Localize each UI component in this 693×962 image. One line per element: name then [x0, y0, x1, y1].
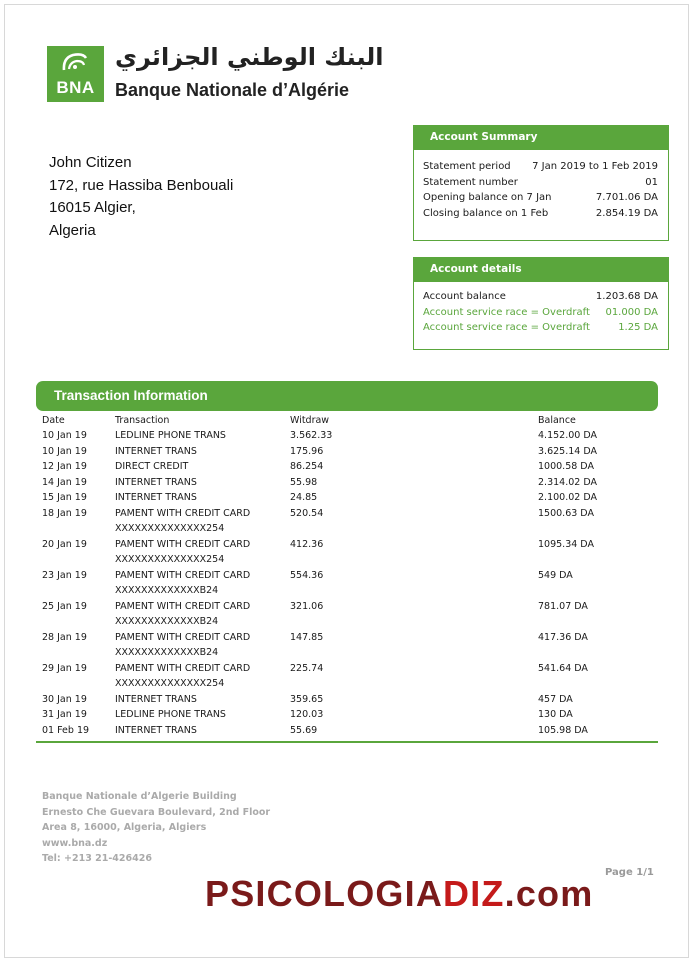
summary-value: 01 — [645, 176, 658, 188]
col-withdraw-header: Witdraw — [290, 415, 330, 426]
transaction-date: 12 Jan 19 — [42, 461, 87, 472]
details-value: 01.000 DA — [605, 306, 658, 318]
transaction-withdraw: 225.74 — [290, 662, 324, 674]
bank-footer — [42, 789, 270, 867]
transaction-desc — [115, 692, 290, 708]
summary-row — [414, 159, 668, 175]
account-summary-box — [413, 125, 669, 241]
transaction-desc — [115, 490, 290, 506]
transaction-balance: 541.64 DA — [538, 662, 588, 674]
transaction-balance: 130 DA — [538, 709, 573, 720]
footer-line: Area 8, 16000, Algeria, Algiers — [42, 822, 207, 833]
transaction-balance: 549 DA — [538, 569, 573, 581]
transaction-row — [42, 459, 658, 475]
details-row — [414, 305, 668, 321]
transaction-date: 15 Jan 19 — [42, 492, 87, 503]
transaction-desc — [115, 428, 290, 444]
transaction-date: 28 Jan 19 — [42, 631, 87, 643]
transaction-desc — [115, 475, 290, 491]
transaction-withdraw: 24.85 — [290, 492, 318, 503]
transaction-date: 29 Jan 19 — [42, 662, 87, 674]
transaction-desc — [115, 537, 290, 568]
bank-name-french: Banque Nationale d’Algérie — [115, 80, 350, 100]
transaction-balance: 781.07 DA — [538, 600, 588, 612]
transaction-card-number: XXXXXXXXXXXXXB24 — [115, 647, 219, 658]
transaction-desc-line: DIRECT CREDIT — [115, 461, 189, 472]
transaction-desc-line: PAMENT WITH CREDIT CARD — [115, 600, 251, 612]
account-summary-title: Account Summary — [413, 125, 669, 150]
transaction-withdraw: 321.06 — [290, 600, 324, 612]
summary-row — [414, 206, 668, 222]
transaction-desc-line: INTERNET TRANS — [115, 693, 197, 705]
watermark-part: PSICOLOGIA — [205, 873, 444, 914]
col-date-header: Date — [42, 415, 65, 426]
footer-phone: Tel: +213 21-426426 — [42, 853, 152, 864]
transaction-desc — [115, 707, 290, 723]
transaction-row — [42, 661, 658, 692]
transaction-desc-line: PAMENT WITH CREDIT CARD — [115, 569, 251, 581]
transaction-row — [42, 707, 658, 723]
transaction-row — [42, 723, 658, 739]
footer-line: Ernesto Che Guevara Boulevard, 2nd Floor — [42, 806, 271, 818]
watermark-part: .com — [504, 873, 594, 914]
transaction-date: 31 Jan 19 — [42, 709, 87, 720]
transaction-desc-line: PAMENT WITH CREDIT CARD — [115, 538, 251, 550]
transaction-card-number: XXXXXXXXXXXXXX254 — [115, 554, 225, 565]
transaction-date: 23 Jan 19 — [42, 569, 87, 581]
transaction-desc — [115, 661, 290, 692]
transaction-desc-line: INTERNET TRANS — [115, 476, 197, 488]
transaction-date: 20 Jan 19 — [42, 538, 87, 550]
details-row — [414, 289, 668, 305]
transaction-desc — [115, 568, 290, 599]
transaction-date: 01 Feb 19 — [42, 724, 90, 736]
transaction-row — [42, 444, 658, 460]
transaction-header-row — [42, 414, 658, 428]
transaction-desc-line: LEDLINE PHONE TRANS — [115, 709, 226, 720]
transaction-withdraw: 55.69 — [290, 724, 318, 736]
transaction-withdraw: 412.36 — [290, 538, 324, 550]
transaction-desc-line: INTERNET TRANS — [115, 724, 197, 736]
transaction-withdraw: 120.03 — [290, 709, 324, 720]
table-bottom-rule — [36, 741, 658, 743]
details-label: Account service race = Overdraft — [423, 322, 590, 333]
summary-value: 7 Jan 2019 to 1 Feb 2019 — [532, 161, 658, 172]
transaction-desc-line: INTERNET TRANS — [115, 492, 197, 503]
transaction-balance: 105.98 DA — [538, 724, 588, 736]
logo-text: BNA — [56, 78, 95, 97]
transaction-date: 18 Jan 19 — [42, 507, 87, 519]
details-value: 1.203.68 DA — [595, 291, 658, 302]
transaction-row — [42, 537, 658, 568]
transaction-withdraw: 3.562.33 — [290, 430, 333, 441]
account-details-title: Account details — [413, 257, 669, 282]
transaction-desc-line: PAMENT WITH CREDIT CARD — [115, 507, 251, 519]
transaction-date: 25 Jan 19 — [42, 600, 87, 612]
transaction-balance: 1000.58 DA — [538, 461, 594, 472]
transaction-withdraw: 86.254 — [290, 461, 324, 472]
transaction-card-number: XXXXXXXXXXXXXB24 — [115, 585, 219, 596]
transaction-withdraw: 175.96 — [290, 445, 324, 457]
watermark-part: DIZ — [443, 873, 505, 914]
bank-name-arabic: البنك الوطني الجزائري — [115, 43, 384, 71]
transaction-balance: 1500.63 DA — [538, 507, 594, 519]
transaction-row — [42, 692, 658, 708]
transaction-desc — [115, 599, 290, 630]
details-label: Account balance — [423, 291, 506, 302]
transaction-row — [42, 599, 658, 630]
transaction-balance: 1095.34 DA — [538, 538, 594, 550]
transaction-row — [42, 630, 658, 661]
summary-value: 2.854.19 DA — [595, 207, 658, 219]
summary-label: Closing balance on 1 Feb — [423, 207, 549, 219]
transaction-withdraw: 147.85 — [290, 631, 324, 643]
transaction-desc — [115, 723, 290, 739]
transaction-row — [42, 475, 658, 491]
col-balance-header: Balance — [538, 415, 576, 426]
details-row — [414, 320, 668, 336]
account-details-box — [413, 257, 669, 350]
summary-value: 7.701.06 DA — [595, 192, 658, 203]
details-value: 1.25 DA — [618, 322, 658, 333]
transaction-desc — [115, 459, 290, 475]
transaction-card-number: XXXXXXXXXXXXXB24 — [115, 616, 219, 627]
transaction-withdraw: 359.65 — [290, 693, 324, 705]
transaction-desc-line: LEDLINE PHONE TRANS — [115, 430, 226, 441]
footer-website: www.bna.dz — [42, 837, 108, 849]
transaction-desc-line: INTERNET TRANS — [115, 445, 197, 457]
transaction-withdraw: 520.54 — [290, 507, 324, 519]
transaction-desc — [115, 630, 290, 661]
transaction-table — [42, 414, 658, 738]
transaction-section-title: Transaction Information — [36, 381, 658, 411]
transaction-row — [42, 428, 658, 444]
transaction-row — [42, 490, 658, 506]
watermark — [205, 873, 593, 915]
transaction-balance: 2.100.02 DA — [538, 492, 597, 503]
transaction-desc — [115, 506, 290, 537]
summary-label: Opening balance on 7 Jan — [423, 192, 552, 203]
bna-logo — [47, 46, 104, 102]
transaction-balance: 457 DA — [538, 693, 573, 705]
customer-country: Algeria — [49, 221, 96, 239]
transaction-desc-line: PAMENT WITH CREDIT CARD — [115, 631, 251, 643]
transaction-balance: 417.36 DA — [538, 631, 588, 643]
page-number: Page 1/1 — [605, 867, 654, 878]
transaction-desc — [115, 444, 290, 460]
customer-address — [49, 152, 233, 242]
summary-row — [414, 175, 668, 191]
summary-label: Statement number — [423, 176, 518, 188]
customer-name: John Citizen — [49, 154, 132, 171]
transaction-balance: 4.152.00 DA — [538, 430, 597, 441]
col-transaction-header: Transaction — [115, 415, 170, 426]
customer-street: 172, rue Hassiba Benbouali — [49, 176, 234, 194]
summary-row — [414, 190, 668, 206]
bank-emblem-icon — [61, 52, 89, 74]
transaction-withdraw: 55.98 — [290, 476, 318, 488]
footer-line: Banque Nationale d’Algerie Building — [42, 791, 237, 802]
transaction-withdraw: 554.36 — [290, 569, 324, 581]
transaction-date: 14 Jan 19 — [42, 476, 87, 488]
transaction-date: 30 Jan 19 — [42, 693, 87, 705]
transaction-date: 10 Jan 19 — [42, 430, 87, 441]
transaction-balance: 3.625.14 DA — [538, 445, 597, 457]
customer-city: 16015 Algier, — [49, 199, 136, 216]
transaction-card-number: XXXXXXXXXXXXXX254 — [115, 523, 225, 534]
details-label: Account service race = Overdraft — [423, 306, 590, 318]
transaction-row — [42, 568, 658, 599]
summary-label: Statement period — [423, 161, 511, 172]
transaction-row — [42, 506, 658, 537]
transaction-desc-line: PAMENT WITH CREDIT CARD — [115, 662, 251, 674]
transaction-date: 10 Jan 19 — [42, 445, 87, 457]
transaction-balance: 2.314.02 DA — [538, 476, 597, 488]
transaction-card-number: XXXXXXXXXXXXXX254 — [115, 678, 225, 689]
